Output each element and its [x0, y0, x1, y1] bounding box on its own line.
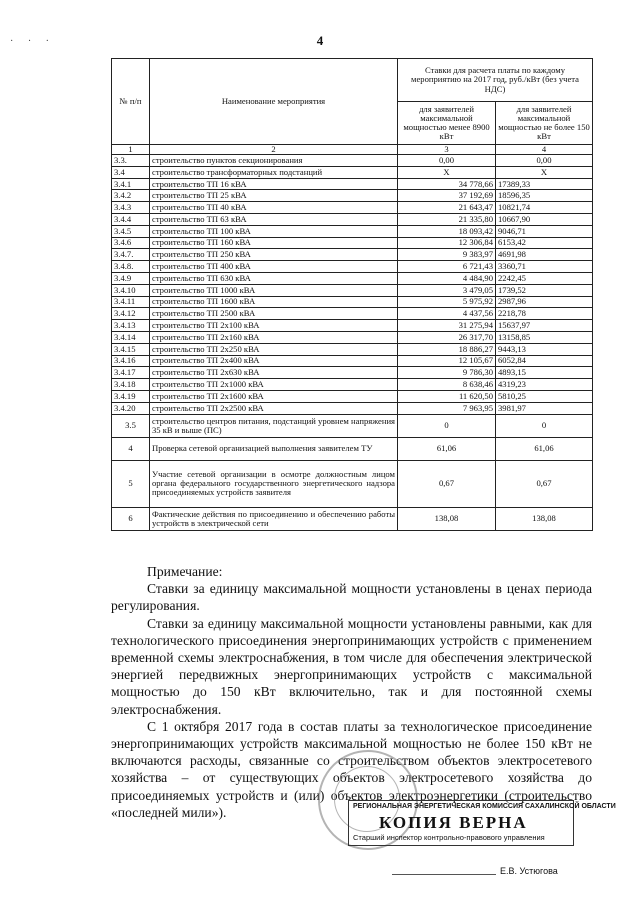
- rate-a-cell: 138,08: [398, 507, 496, 530]
- table-row: [112, 390, 593, 402]
- table-row: [112, 214, 593, 226]
- rate-b-cell: 2987,96: [496, 296, 593, 308]
- rate-b-cell: 3360,71: [496, 261, 593, 273]
- rate-b-cell: 17389,33: [496, 178, 593, 190]
- rate-b-cell: X: [496, 166, 593, 178]
- certification-stamp: [348, 800, 616, 846]
- margin-marks: · · ·: [10, 36, 55, 47]
- rate-a-cell: 18 886,27: [398, 343, 496, 355]
- table-row: [112, 320, 593, 332]
- rate-a-cell: 0,67: [398, 460, 496, 507]
- rate-a-cell: 9 786,30: [398, 367, 496, 379]
- row-number: 3.4.19: [112, 390, 150, 402]
- stamp-copy-verified: КОПИЯ ВЕРНА: [379, 813, 528, 832]
- row-number: 3.4.8.: [112, 261, 150, 273]
- rate-a-cell: 34 778,66: [398, 178, 496, 190]
- stamp-role: Старший инспектор контрольно-правового управления: [353, 833, 545, 842]
- rate-b-cell: 9046,71: [496, 225, 593, 237]
- header-number: № п/п: [112, 59, 150, 145]
- row-number: 3.3.: [112, 155, 150, 167]
- rate-a-cell: 0,00: [398, 155, 496, 167]
- row-number: 6: [112, 507, 150, 530]
- row-number: 3.4.20: [112, 402, 150, 414]
- rate-a-cell: 4 484,90: [398, 272, 496, 284]
- page-number: 4: [316, 33, 324, 48]
- rate-a-cell: 18 093,42: [398, 225, 496, 237]
- rate-b-cell: 0,00: [496, 155, 593, 167]
- rate-a-cell: 12 306,84: [398, 237, 496, 249]
- rate-b-cell: 2218,78: [496, 308, 593, 320]
- rate-a-cell: 12 105,67: [398, 355, 496, 367]
- rate-b-cell: 61,06: [496, 437, 593, 460]
- rate-b-cell: 15637,97: [496, 320, 593, 332]
- rate-a-cell: 0: [398, 414, 496, 437]
- row-name: строительство ТП 2х250 кВА: [150, 343, 398, 355]
- row-number: 3.4.9: [112, 272, 150, 284]
- header-rate-a: для заявителей максимальной мощностью менее 8900 кВт: [398, 102, 496, 145]
- rate-a-cell: 37 192,69: [398, 190, 496, 202]
- row-name: строительство ТП 63 кВА: [150, 214, 398, 226]
- table-row: [112, 178, 593, 190]
- signature-line: [392, 874, 496, 875]
- rate-b-cell: 10667,90: [496, 214, 593, 226]
- rate-b-cell: 6153,42: [496, 237, 593, 249]
- rate-b-cell: 13158,85: [496, 331, 593, 343]
- rate-a-cell: 9 383,97: [398, 249, 496, 261]
- rate-b-cell: 4691,98: [496, 249, 593, 261]
- table-row: [112, 437, 593, 460]
- rate-b-cell: 2242,45: [496, 272, 593, 284]
- note-paragraph-1: Ставки за единицу максимальной мощности установлены в ценах периода регулирования.: [111, 581, 592, 614]
- rate-a-cell: 11 620,50: [398, 390, 496, 402]
- rate-b-cell: 4319,23: [496, 379, 593, 391]
- table-row: [112, 284, 593, 296]
- row-name: строительство ТП 2х630 кВА: [150, 367, 398, 379]
- rate-a-cell: 31 275,94: [398, 320, 496, 332]
- table-row: [112, 343, 593, 355]
- table-row: [112, 190, 593, 202]
- row-name: строительство ТП 2х400 кВА: [150, 355, 398, 367]
- rates-table: [111, 58, 593, 531]
- row-number: 3.4.18: [112, 379, 150, 391]
- rate-a-cell: 21 643,47: [398, 202, 496, 214]
- note-paragraph-2: Ставки за единицу максимальной мощности установлены равными, как для технологического присоединения энергопринимающих устройств с применением временной схемы электроснабжения, в том числе для обеспечения электрической энергией передвижных энергопринимающих устройств с максимальной мощностью до 150 кВт включительно, так и для постоянной схемы электроснабжения.: [111, 615, 592, 717]
- header-rate-b: для заявителей максимальной мощностью не более 150 кВт: [496, 102, 593, 145]
- row-name: строительство ТП 630 кВА: [150, 272, 398, 284]
- row-name: Фактические действия по присоединению и обеспечению работы устройств в электрической сети: [150, 507, 398, 530]
- table-row: [112, 414, 593, 437]
- rate-b-cell: 0: [496, 414, 593, 437]
- row-number: 3.5: [112, 414, 150, 437]
- rate-b-cell: 3981,97: [496, 402, 593, 414]
- stamp-organization: РЕГИОНАЛЬНАЯ ЭНЕРГЕТИЧЕСКАЯ КОМИССИЯ САХАЛИНСКОЙ ОБЛАСТИ: [353, 803, 616, 810]
- rate-a-cell: 21 335,80: [398, 214, 496, 226]
- row-name: строительство ТП 2х1600 кВА: [150, 390, 398, 402]
- row-number: 3.4.2: [112, 190, 150, 202]
- row-number: 3.4.4: [112, 214, 150, 226]
- row-number: 5: [112, 460, 150, 507]
- row-name: строительство ТП 100 кВА: [150, 225, 398, 237]
- row-number: 3.4.15: [112, 343, 150, 355]
- rate-b-cell: 5810,25: [496, 390, 593, 402]
- rate-a-cell: 5 975,92: [398, 296, 496, 308]
- row-number: 3.4.13: [112, 320, 150, 332]
- notes-heading: Примечание:: [147, 564, 223, 579]
- row-number: 4: [112, 437, 150, 460]
- table-row: [112, 402, 593, 414]
- table-row: [112, 155, 593, 167]
- row-name: строительство ТП 1600 кВА: [150, 296, 398, 308]
- rate-b-cell: 0,67: [496, 460, 593, 507]
- row-number: 3.4.16: [112, 355, 150, 367]
- table-row: [112, 331, 593, 343]
- table-row: [112, 272, 593, 284]
- row-name: строительство ТП 2х2500 кВА: [150, 402, 398, 414]
- row-name: строительство ТП 25 кВА: [150, 190, 398, 202]
- row-name: Проверка сетевой организацией выполнения заявителем ТУ: [150, 437, 398, 460]
- row-name: строительство ТП 250 кВА: [150, 249, 398, 261]
- row-number: 3.4.1: [112, 178, 150, 190]
- table-row: [112, 355, 593, 367]
- rate-b-cell: 18596,35: [496, 190, 593, 202]
- rate-a-cell: 26 317,70: [398, 331, 496, 343]
- row-number: 3.4.7.: [112, 249, 150, 261]
- row-name: строительство пунктов секционирования: [150, 155, 398, 167]
- rate-b-cell: 1739,52: [496, 284, 593, 296]
- note-paragraph-3: С 1 октября 2017 года в состав платы за технологическое присоединение энергопринимающих устройств максимальной мощностью не более 150 кВт не включаются расходы, связанные со строительством объектов электросетевого хозяйства – от существующих объектов электросетевого хозяйства до присоединяемых устройств и (или) объектов электроэнергетики (строительство «последней мили»).: [111, 718, 592, 820]
- rate-a-cell: 7 963,95: [398, 402, 496, 414]
- table-row: [112, 249, 593, 261]
- row-number: 3.4.11: [112, 296, 150, 308]
- row-name: строительство ТП 2х100 кВА: [150, 320, 398, 332]
- table-row: [112, 296, 593, 308]
- index-cell: 3: [398, 145, 496, 155]
- rate-a-cell: 3 479,05: [398, 284, 496, 296]
- row-name: строительство трансформаторных подстанций: [150, 166, 398, 178]
- row-name: строительство ТП 400 кВА: [150, 261, 398, 273]
- rate-a-cell: 61,06: [398, 437, 496, 460]
- rate-b-cell: 4893,15: [496, 367, 593, 379]
- table-row: [112, 225, 593, 237]
- row-name: строительство ТП 2х1000 кВА: [150, 379, 398, 391]
- table-row: [112, 379, 593, 391]
- table-row: [112, 237, 593, 249]
- row-number: 3.4.10: [112, 284, 150, 296]
- row-number: 3.4: [112, 166, 150, 178]
- table-row: [112, 261, 593, 273]
- row-name: строительство ТП 16 кВА: [150, 178, 398, 190]
- row-name: Участие сетевой организации в осмотре должностным лицом органа федерального государственного энергетического надзора присоединяемых устройств заявителя: [150, 460, 398, 507]
- row-name: строительство ТП 2500 кВА: [150, 308, 398, 320]
- row-name: строительство ТП 40 кВА: [150, 202, 398, 214]
- index-cell: 2: [150, 145, 398, 155]
- row-number: 3.4.5: [112, 225, 150, 237]
- row-number: 3.4.12: [112, 308, 150, 320]
- rate-b-cell: 138,08: [496, 507, 593, 530]
- rate-a-cell: X: [398, 166, 496, 178]
- table-row: [112, 460, 593, 507]
- rate-b-cell: 10821,74: [496, 202, 593, 214]
- rate-b-cell: 6052,84: [496, 355, 593, 367]
- row-number: 3.4.3: [112, 202, 150, 214]
- header-name: Наименование мероприятия: [150, 59, 398, 145]
- table-row: [112, 308, 593, 320]
- row-name: строительство центров питания, подстанций уровнем напряжения 35 кВ и выше (ПС): [150, 414, 398, 437]
- table-row: [112, 507, 593, 530]
- signer-name: Е.В. Устюгова: [500, 866, 558, 876]
- rate-a-cell: 8 638,46: [398, 379, 496, 391]
- table-row: [112, 166, 593, 178]
- index-cell: 4: [496, 145, 593, 155]
- rate-a-cell: 6 721,43: [398, 261, 496, 273]
- row-number: 3.4.14: [112, 331, 150, 343]
- rate-b-cell: 9443,13: [496, 343, 593, 355]
- row-name: строительство ТП 2х160 кВА: [150, 331, 398, 343]
- row-name: строительство ТП 160 кВА: [150, 237, 398, 249]
- table-row: [112, 367, 593, 379]
- index-cell: 1: [112, 145, 150, 155]
- row-name: строительство ТП 1000 кВА: [150, 284, 398, 296]
- header-rates: Ставки для расчета платы по каждому мероприятию на 2017 год, руб./кВт (без учета НДС): [398, 59, 593, 102]
- row-number: 3.4.17: [112, 367, 150, 379]
- rate-a-cell: 4 437,56: [398, 308, 496, 320]
- row-number: 3.4.6: [112, 237, 150, 249]
- table-row: [112, 202, 593, 214]
